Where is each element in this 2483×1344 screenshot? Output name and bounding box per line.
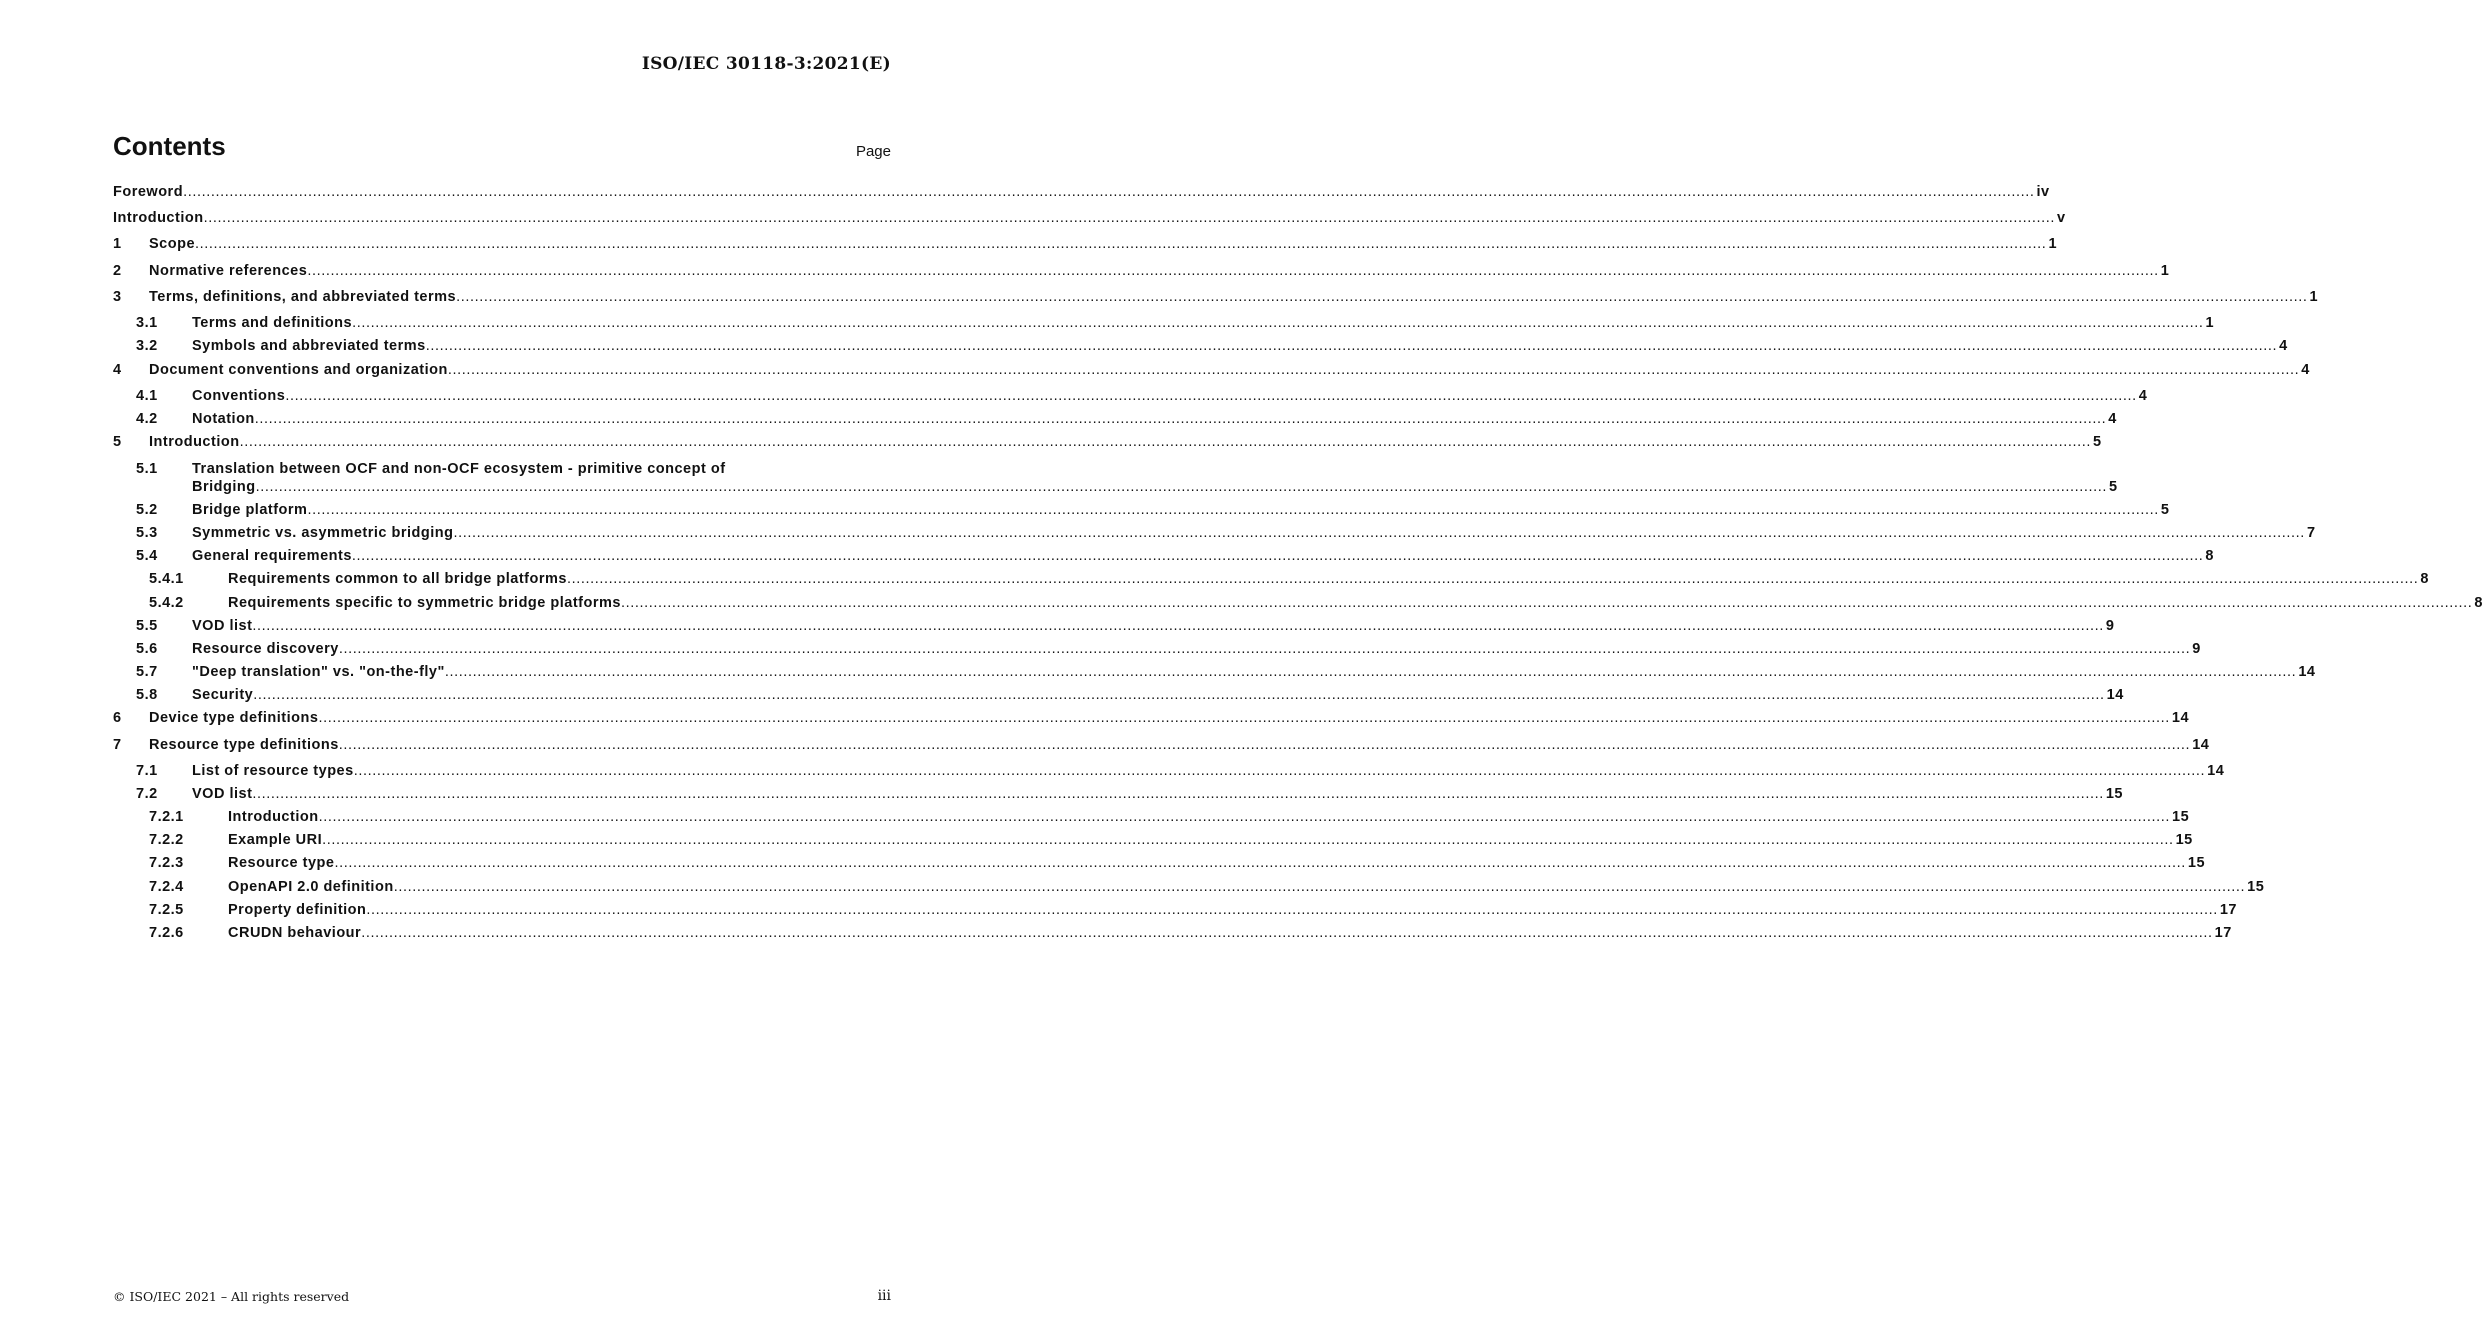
dot-leader: ................................................................................................................................................................................................................................................................................................................................................................................................................	[444, 664, 2297, 680]
toc-entry-number: 5.4.1	[149, 571, 184, 587]
page-number-footer: iii	[877, 1288, 891, 1304]
toc-entry-number: 2	[113, 263, 122, 279]
toc-entry[interactable]	[113, 663, 2316, 681]
toc-entry[interactable]	[113, 854, 2206, 872]
toc-entry[interactable]	[113, 433, 2102, 451]
toc-entry[interactable]	[113, 831, 2193, 849]
toc-entry[interactable]	[113, 387, 2148, 405]
toc-entry-page: 9	[2192, 641, 2201, 657]
dot-leader: ................................................................................................................................................................................................................................................................................................................................................................................................................	[338, 737, 2191, 753]
toc-entry[interactable]	[113, 209, 2066, 227]
toc-entry[interactable]	[113, 878, 2265, 896]
toc-entry-page: 5	[2093, 434, 2102, 450]
toc-entry-title: "Deep translation" vs. "on-the-fly"	[192, 664, 445, 680]
toc-entry-number: 7	[113, 737, 122, 753]
toc-entry-page: 8	[2420, 571, 2429, 587]
toc-entry-number: 3.1	[136, 315, 158, 331]
toc-entry-title: Symbols and abbreviated terms	[192, 338, 426, 354]
toc-entry[interactable]	[113, 808, 2190, 826]
toc-entry-page: 8	[2474, 595, 2483, 611]
toc-entry[interactable]	[113, 262, 2170, 280]
dot-leader: ................................................................................................................................................................................................................................................................................................................................................................................................................	[203, 210, 2056, 226]
toc-entry-title: CRUDN behaviour	[228, 925, 362, 941]
toc-entry-number: 4	[113, 362, 122, 378]
toc-entry-page: 14	[2106, 687, 2124, 703]
dot-leader: ................................................................................................................................................................................................................................................................................................................................................................................................................	[334, 855, 2186, 871]
toc-entry-title: Requirements common to all bridge platforms	[228, 571, 567, 587]
toc-entry-number: 7.2.3	[149, 855, 184, 871]
toc-entry-page: 15	[2172, 809, 2190, 825]
dot-leader: ................................................................................................................................................................................................................................................................................................................................................................................................................	[366, 902, 2218, 918]
toc-entry[interactable]	[113, 594, 2483, 612]
dot-leader: ................................................................................................................................................................................................................................................................................................................................................................................................................	[195, 236, 2047, 252]
toc-entry-number: 3	[113, 289, 122, 305]
dot-leader: ................................................................................................................................................................................................................................................................................................................................................................................................................	[252, 618, 2104, 634]
dot-leader: ................................................................................................................................................................................................................................................................................................................................................................................................................	[253, 687, 2105, 703]
toc-entry-title: Notation	[192, 411, 255, 427]
toc-entry-number: 5.8	[136, 687, 158, 703]
toc-entry-number: 7.2.4	[149, 879, 184, 895]
toc-entry-number: 5.4.2	[149, 595, 184, 611]
toc-entry[interactable]	[113, 183, 2050, 201]
dot-leader: ................................................................................................................................................................................................................................................................................................................................................................................................................	[393, 879, 2246, 895]
toc-entry[interactable]	[113, 235, 2058, 253]
copyright-footer: © ISO/IEC 2021 – All rights reserved	[113, 1289, 350, 1304]
toc-entry-number: 7.2.6	[149, 925, 184, 941]
toc-entry-page: 1	[2160, 263, 2170, 279]
toc-entry-title: General requirements	[192, 548, 352, 564]
toc-entry-page: 17	[2219, 902, 2237, 918]
toc-entry[interactable]	[113, 709, 2190, 727]
toc-entry-page: 14	[2298, 664, 2316, 680]
dot-leader: ................................................................................................................................................................................................................................................................................................................................................................................................................	[338, 641, 2191, 657]
toc-entry-page: 4	[2108, 411, 2117, 427]
toc-entry-title: OpenAPI 2.0 definition	[228, 879, 394, 895]
toc-entry-title: Bridge platform	[192, 502, 308, 518]
toc-entry[interactable]	[113, 524, 2316, 542]
dot-leader: ................................................................................................................................................................................................................................................................................................................................................................................................................	[239, 434, 2092, 450]
dot-leader: ................................................................................................................................................................................................................................................................................................................................................................................................................	[353, 763, 2206, 779]
toc-entry-page: 8	[2205, 548, 2214, 564]
toc-entry-title: Scope	[149, 236, 196, 252]
toc-entry-number: 7.1	[136, 763, 158, 779]
toc-entry[interactable]	[113, 736, 2210, 754]
toc-entry[interactable]	[113, 617, 2115, 635]
page-column-label: Page	[855, 143, 891, 160]
toc-entry-number: 5.3	[136, 525, 158, 541]
toc-entry-page: 1	[2309, 289, 2319, 305]
toc-entry-number: 3.2	[136, 338, 158, 354]
dot-leader: ................................................................................................................................................................................................................................................................................................................................................................................................................	[456, 289, 2308, 305]
toc-entry[interactable]	[113, 547, 2214, 565]
toc-entry[interactable]	[113, 762, 2225, 780]
toc-entry-title: Example URI	[228, 832, 323, 848]
toc-entry-title: Terms and definitions	[192, 315, 353, 331]
toc-entry[interactable]	[113, 901, 2237, 919]
toc-entry-number: 7.2	[136, 786, 158, 802]
toc-entry-number: 5.5	[136, 618, 158, 634]
dot-leader: ................................................................................................................................................................................................................................................................................................................................................................................................................	[254, 411, 2107, 427]
toc-entry-title: Property definition	[228, 902, 367, 918]
toc-entry-number: 5	[113, 434, 122, 450]
dot-leader: ................................................................................................................................................................................................................................................................................................................................................................................................................	[183, 184, 2035, 200]
dot-leader: ................................................................................................................................................................................................................................................................................................................................................................................................................	[453, 525, 2305, 541]
toc-entry-title: Resource discovery	[192, 641, 339, 657]
toc-entry[interactable]	[113, 686, 2124, 704]
toc-entry-number: 4.1	[136, 388, 158, 404]
dot-leader: ................................................................................................................................................................................................................................................................................................................................................................................................................	[307, 263, 2159, 279]
toc-entry-page: 14	[2192, 737, 2210, 753]
toc-entry-title: Foreword	[113, 184, 184, 200]
toc-entry[interactable]	[113, 640, 2201, 658]
dot-leader: ................................................................................................................................................................................................................................................................................................................................................................................................................	[351, 548, 2204, 564]
toc-entry-title: VOD list	[192, 786, 253, 802]
toc-entry[interactable]	[113, 924, 2232, 942]
toc-entry-page: 5	[2109, 479, 2118, 495]
toc-entry-number: 5.2	[136, 502, 158, 518]
toc-entry-number: 1	[113, 236, 122, 252]
toc-entry-number: 7.2.1	[149, 809, 184, 825]
toc-entry[interactable]	[113, 288, 2319, 306]
dot-leader: ................................................................................................................................................................................................................................................................................................................................................................................................................	[447, 362, 2300, 378]
toc-entry-page: iv	[2036, 184, 2050, 200]
toc-entry-number: 7.2.5	[149, 902, 184, 918]
toc-entry-page: 7	[2306, 525, 2316, 541]
toc-entry-page: 14	[2171, 710, 2190, 726]
toc-entry-number: 5.4	[136, 548, 158, 564]
toc-entry-number: 7.2.2	[149, 832, 184, 848]
toc-entry-title: Translation between OCF and non-OCF ecosystem - primitive concept of	[192, 461, 726, 477]
toc-entry-title: Symmetric vs. asymmetric bridging	[192, 525, 454, 541]
toc-entry[interactable]	[113, 460, 2118, 496]
dot-leader: ................................................................................................................................................................................................................................................................................................................................................................................................................	[322, 832, 2174, 848]
toc-entry[interactable]	[113, 337, 2288, 355]
toc-entry-title: Introduction	[149, 434, 240, 450]
toc-entry-page: 5	[2160, 502, 2170, 518]
toc-entry[interactable]	[113, 314, 2215, 332]
toc-entry-page: 15	[2105, 786, 2123, 802]
toc-entry-title: Device type definitions	[149, 710, 319, 726]
toc-entry-page: 14	[2207, 763, 2225, 779]
toc-entry-page: 17	[2214, 925, 2232, 941]
toc-entry[interactable]	[113, 361, 2310, 379]
toc-entry-number: 6	[113, 710, 122, 726]
toc-entry[interactable]	[113, 410, 2117, 428]
toc-entry-title: VOD list	[192, 618, 253, 634]
toc-entry-page: 15	[2175, 832, 2193, 848]
dot-leader: ................................................................................................................................................................................................................................................................................................................................................................................................................	[425, 338, 2278, 354]
toc-entry-page: 15	[2247, 879, 2265, 895]
dot-leader: ................................................................................................................................................................................................................................................................................................................................................................................................................	[566, 571, 2419, 587]
toc-entry-number: 5.6	[136, 641, 158, 657]
toc-entry-title: Document conventions and organization	[149, 362, 448, 378]
toc-entry-title: Conventions	[192, 388, 286, 404]
dot-leader: ................................................................................................................................................................................................................................................................................................................................................................................................................	[620, 595, 2473, 611]
toc-entry-number: 5.1	[136, 461, 158, 477]
dot-leader: ................................................................................................................................................................................................................................................................................................................................................................................................................	[361, 925, 2213, 941]
toc-entry[interactable]	[113, 570, 2429, 588]
dot-leader: ................................................................................................................................................................................................................................................................................................................................................................................................................	[252, 786, 2104, 802]
toc-entry[interactable]	[113, 501, 2170, 519]
dot-leader: ................................................................................................................................................................................................................................................................................................................................................................................................................	[307, 502, 2159, 518]
toc-entry-page: v	[2057, 210, 2066, 226]
toc-entry-title: Introduction	[113, 210, 204, 226]
dot-leader: ................................................................................................................................................................................................................................................................................................................................................................................................................	[285, 388, 2137, 404]
toc-entry[interactable]	[113, 785, 2123, 803]
dot-leader: ................................................................................................................................................................................................................................................................................................................................................................................................................	[352, 315, 2204, 331]
dot-leader: ................................................................................................................................................................................................................................................................................................................................................................................................................	[318, 809, 2171, 825]
toc-entry-title: Resource type definitions	[149, 737, 339, 753]
toc-entry-title: Requirements specific to symmetric bridge platforms	[228, 595, 621, 611]
toc-entry-title: List of resource types	[192, 763, 354, 779]
dot-leader: ................................................................................................................................................................................................................................................................................................................................................................................................................	[255, 479, 2108, 495]
toc-entry-title: Resource type	[228, 855, 335, 871]
toc-entry-title-continued: Bridging	[192, 479, 256, 495]
toc-entry-title: Normative references	[149, 263, 308, 279]
toc-entry-title: Security	[192, 687, 254, 703]
contents-title: Contents	[113, 131, 226, 161]
toc-entry-page: 4	[2301, 362, 2310, 378]
toc-entry-page: 1	[2205, 315, 2215, 331]
dot-leader: ................................................................................................................................................................................................................................................................................................................................................................................................................	[318, 710, 2170, 726]
toc-entry-page: 9	[2105, 618, 2115, 634]
toc-entry-page: 4	[2279, 338, 2288, 354]
toc-entry-number: 5.7	[136, 664, 158, 680]
toc-entry-number: 4.2	[136, 411, 158, 427]
toc-entry-page: 4	[2138, 388, 2148, 404]
toc-entry-title: Introduction	[228, 809, 319, 825]
toc-entry-title: Terms, definitions, and abbreviated terms	[149, 289, 457, 305]
toc-entry-page: 15	[2187, 855, 2206, 871]
toc-entry-page: 1	[2048, 236, 2058, 252]
document-id-header: ISO/IEC 30118-3:2021(E)	[641, 54, 891, 74]
